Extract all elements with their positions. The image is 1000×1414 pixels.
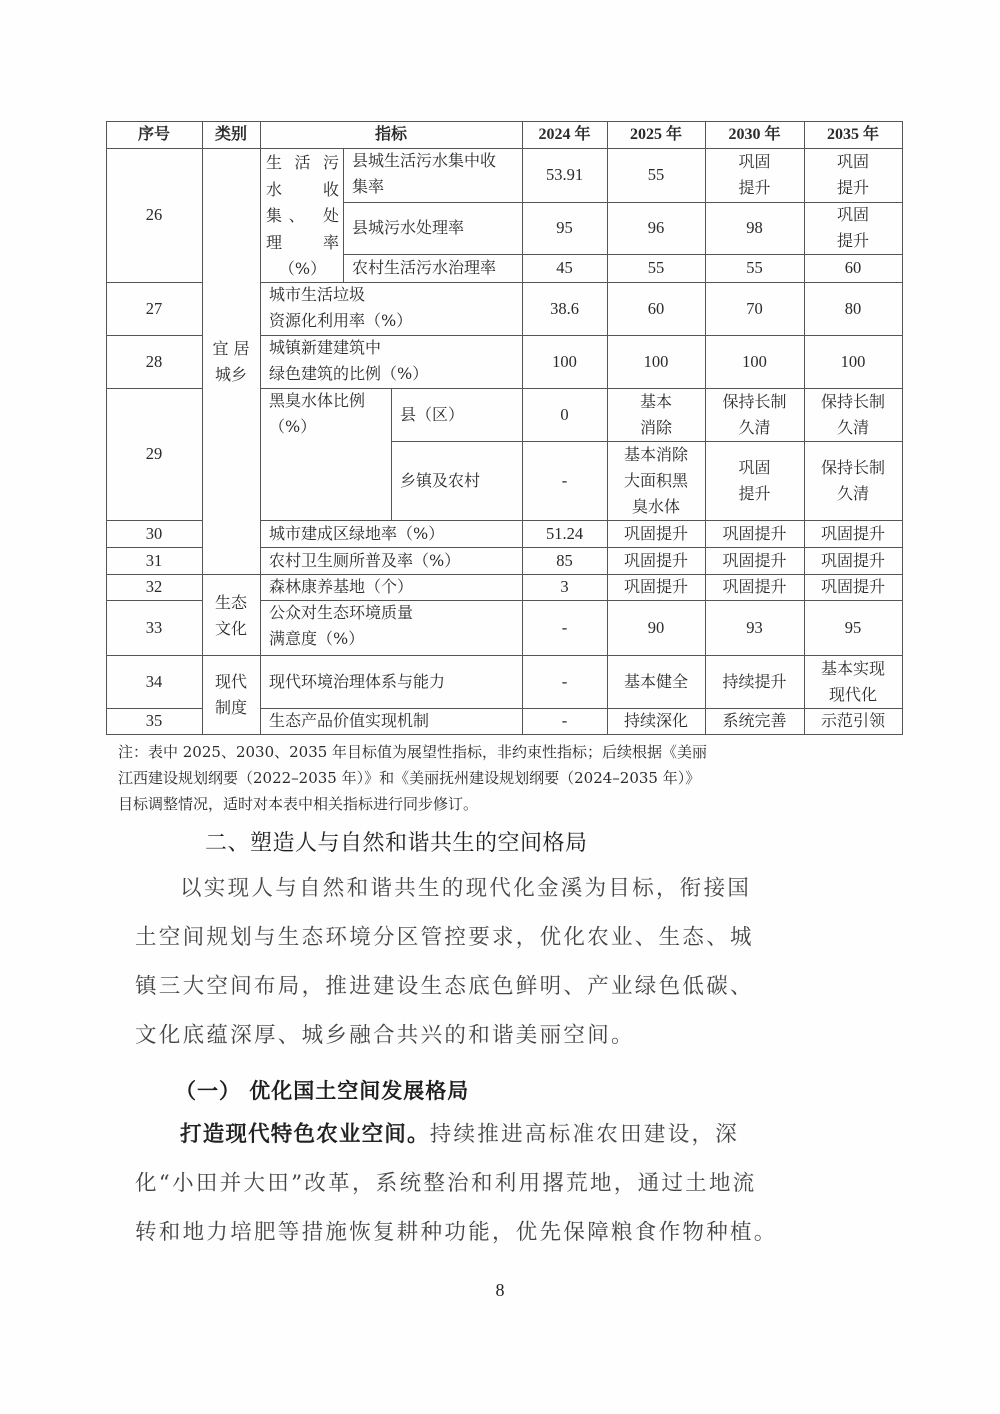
- header-2035: 2035 年: [826, 125, 879, 143]
- header-indicator: 指标: [374, 125, 407, 143]
- label-line: 集率: [352, 177, 385, 196]
- category-eco-culture: [202, 589, 260, 643]
- row-33-2035: 95: [844, 617, 862, 637]
- row-26b-2030: 98: [746, 218, 763, 237]
- row-29a-2030: [705, 388, 804, 441]
- row-35-seq: 35: [145, 711, 163, 730]
- category-modern-line1: 现代: [214, 672, 247, 691]
- row-27-2024: 38.6: [550, 298, 579, 318]
- row-26b-2024: 95: [556, 218, 573, 237]
- row-28-2024: 100: [552, 351, 577, 371]
- row-31-2025: 巩固提升: [623, 550, 688, 570]
- group-line: 理 率: [266, 232, 339, 252]
- row-26-seq: 26: [145, 205, 163, 224]
- row-35-2035: 示范引领: [820, 711, 885, 730]
- paragraph-text: 持续推进高标准农田建设，深: [429, 1122, 740, 1147]
- row-31-label: 农村卫生厕所普及率（%）: [269, 550, 461, 570]
- row-35-2024: -: [561, 711, 568, 730]
- value-line: 提升: [738, 483, 771, 503]
- row-35-label: 生态产品价值实现机制: [269, 711, 430, 730]
- row-29b-2035: [804, 441, 902, 520]
- section-heading: 二、塑造人与自然和谐共生的空间格局: [205, 831, 588, 856]
- value-line: 提升: [836, 231, 869, 250]
- header-category: 类别: [214, 125, 247, 143]
- row-29a-2024: 0: [560, 404, 569, 424]
- paragraph-line: 镇三大空间布局，推进建设生态底色鲜明、产业绿色低碳、: [135, 974, 754, 999]
- row-29a-2025: [607, 388, 705, 441]
- paragraph-line: 化“小田并大田”改革，系统整治和利用撂荒地，通过土地流: [135, 1171, 757, 1196]
- row-28-2035: 100: [840, 351, 866, 371]
- table-border-bottom: [106, 734, 903, 735]
- value-line: 保持长制: [820, 391, 885, 411]
- row-32-2025: 巩固提升: [623, 577, 688, 596]
- row-35-2025: 持续深化: [623, 711, 688, 730]
- label-line: 绿色建筑的比例（%）: [269, 364, 429, 383]
- label-line: 资源化利用率（%）: [269, 311, 413, 330]
- row-27-seq: 27: [145, 298, 163, 318]
- value-line: 现代化: [828, 684, 877, 704]
- group-line: 生 活 污: [266, 153, 339, 172]
- paragraph-line: 文化底蕴深厚、城乡融合共兴的和谐美丽空间。: [135, 1023, 635, 1048]
- indicator-table: [106, 121, 903, 735]
- value-line: 提升: [836, 178, 869, 197]
- row-30-2025: 巩固提升: [623, 523, 688, 543]
- row-26a-2024: 53.91: [545, 165, 584, 184]
- body-paragraph: [135, 1110, 875, 1257]
- paragraph-lead: 打造现代特色农业空间。: [180, 1122, 430, 1147]
- row-29a-label: 县（区）: [400, 404, 465, 424]
- value-line: 提升: [738, 178, 771, 197]
- row-26c-2030: 55: [746, 258, 763, 277]
- row-33-2025: 90: [647, 617, 665, 637]
- paragraph-line: [135, 1110, 875, 1159]
- category-eco-culture-line1: 生态: [214, 593, 247, 612]
- value-line: 消除: [639, 417, 672, 437]
- category-livable-line1: 宜 居: [212, 338, 250, 358]
- value-line: 保持长制: [722, 391, 787, 411]
- value-line: 基本实现: [820, 658, 885, 678]
- row-26b-2025: 96: [647, 218, 665, 237]
- label-line: 公众对生态环境质量: [269, 603, 414, 622]
- row-33-2030: 93: [746, 617, 763, 637]
- row-26c-2025: 55: [647, 258, 665, 277]
- group-line: 集、 处: [266, 206, 339, 225]
- group-line: 水 收: [266, 179, 339, 199]
- row-27-2035: 80: [844, 298, 862, 318]
- row-30-label: 城市建成区绿地率（%）: [269, 523, 445, 543]
- value-line: 臭水体: [631, 496, 680, 516]
- label-line: （%）: [269, 417, 317, 436]
- row-28-2030: 100: [742, 351, 767, 371]
- row-34-2024: -: [561, 671, 568, 691]
- value-line: 大面积黑: [623, 470, 688, 490]
- row-30-seq: 30: [145, 523, 163, 543]
- row-29b-2030: [705, 441, 804, 520]
- row-29-group-label: [260, 388, 391, 520]
- header-2025: 2025 年: [629, 125, 682, 143]
- value-line: 保持长制: [820, 457, 885, 477]
- value-line: 久清: [738, 417, 771, 437]
- row-26b-label: 县城污水处理率: [352, 218, 465, 237]
- row-26a-label: [343, 148, 522, 202]
- note-line: 注：表中 2025、2030、2035 年目标值为展望性指标，非约束性指标；后续根据《美丽: [118, 743, 708, 761]
- row-27-label: [260, 282, 522, 335]
- row-33-seq: 33: [145, 617, 163, 637]
- value-line: 久清: [836, 483, 869, 503]
- note-line: 江西建设规划纲要（2022–2035 年）》和《美丽抚州建设规划纲要（2024–2035 年）》: [118, 769, 701, 787]
- row-31-2030: 巩固提升: [722, 550, 787, 570]
- row-30-2024: 51.24: [545, 523, 584, 543]
- page-number: 8: [495, 1280, 505, 1300]
- row-29b-2025: [607, 441, 705, 520]
- row-26b-2035: [804, 202, 902, 254]
- label-line: 县城生活污水集中收: [352, 151, 497, 170]
- row-29b-2024: -: [561, 470, 568, 490]
- row-26c-label: 农村生活污水治理率: [352, 258, 497, 277]
- row-31-seq: 31: [145, 550, 163, 570]
- value-line: 巩固: [836, 152, 869, 171]
- row-32-2030: 巩固提升: [722, 577, 787, 596]
- subsection-heading: （一） 优化国土空间发展格局: [175, 1079, 470, 1103]
- value-line: 巩固: [738, 457, 771, 477]
- paragraph-line: 土空间规划与生态环境分区管控要求，优化农业、生态、城: [135, 925, 754, 950]
- note-line: 目标调整情况，适时对本表中相关指标进行同步修订。: [118, 795, 479, 813]
- category-livable: [202, 335, 260, 388]
- row-31-2024: 85: [556, 550, 573, 570]
- label-line: 城市生活垃圾: [269, 285, 366, 304]
- row-29a-2035: [804, 388, 902, 441]
- row-29-seq: 29: [145, 444, 163, 463]
- row-26c-2035: 60: [844, 258, 862, 277]
- row-26c-2024: 45: [556, 258, 573, 277]
- row-34-2025: 基本健全: [623, 671, 688, 691]
- group-line: （%）: [278, 259, 327, 278]
- header-2030: 2030 年: [728, 125, 781, 143]
- label-line: 黑臭水体比例: [269, 391, 366, 410]
- header-seq: 序号: [137, 125, 170, 143]
- row-26a-2035: [804, 148, 902, 202]
- row-28-2025: 100: [643, 351, 669, 371]
- row-26a-2030: [705, 148, 804, 202]
- row-34-seq: 34: [145, 671, 163, 691]
- table-note: [118, 739, 878, 817]
- row-34-label: 现代环境治理体系与能力: [269, 671, 446, 691]
- row-26a-2025: 55: [647, 165, 665, 184]
- value-line: 基本消除: [623, 444, 688, 464]
- row-30-2035: 巩固提升: [820, 523, 885, 543]
- category-modern-system: [202, 668, 260, 722]
- row-35-2030: 系统完善: [722, 711, 787, 730]
- row-28-label: [260, 335, 522, 388]
- row-30-2030: 巩固提升: [722, 523, 787, 543]
- header-2024: 2024 年: [538, 125, 591, 143]
- intro-paragraph: [135, 864, 875, 1060]
- row-33-2024: -: [561, 617, 568, 637]
- label-line: 城镇新建建筑中: [269, 338, 382, 357]
- table-border-right: [902, 121, 903, 735]
- paragraph-line: 转和地力培肥等措施恢复耕种功能，优先保障粮食作物种植。: [135, 1220, 778, 1245]
- row-27-2025: 60: [647, 298, 665, 318]
- category-modern-line2: 制度: [214, 698, 247, 717]
- value-line: 基本: [639, 391, 672, 411]
- value-line: 巩固: [738, 152, 771, 171]
- value-line: 久清: [836, 417, 869, 437]
- value-line: 巩固: [836, 205, 869, 224]
- row-34-2035: [804, 655, 902, 708]
- row-28-seq: 28: [145, 351, 163, 371]
- row-32-label: 森林康养基地（个）: [269, 577, 414, 596]
- paragraph-line: 以实现人与自然和谐共生的现代化金溪为目标，衔接国: [180, 876, 752, 901]
- row-32-2024: 3: [560, 577, 569, 596]
- category-livable-line2: 城乡: [214, 364, 247, 384]
- label-line: 满意度（%）: [269, 629, 365, 648]
- category-eco-culture-line2: 文化: [214, 619, 247, 638]
- row-33-label: [260, 600, 522, 655]
- row-34-2030: 持续提升: [722, 671, 787, 691]
- row-26-group-label: [260, 148, 343, 282]
- row-29b-label: 乡镇及农村: [400, 470, 481, 490]
- row-32-seq: 32: [145, 577, 163, 596]
- row-27-2030: 70: [746, 298, 763, 318]
- row-31-2035: 巩固提升: [820, 550, 885, 570]
- row-32-2035: 巩固提升: [820, 577, 885, 596]
